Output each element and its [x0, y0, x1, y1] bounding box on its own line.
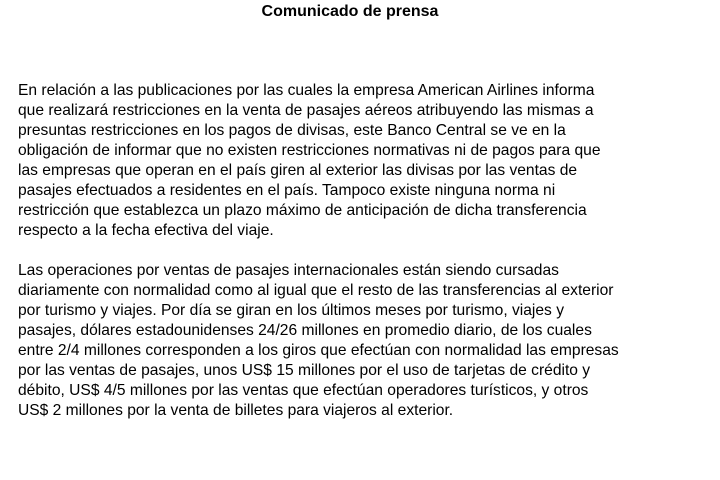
- paragraph-2: [18, 261, 694, 421]
- paragraph-line: Las operaciones por ventas de pasajes internacionales están siendo cursadas: [18, 262, 559, 279]
- paragraph-line: diariamente con normalidad como al igual que el resto de las transferencias al exterior: [18, 282, 614, 299]
- document-title: Comunicado de prensa: [261, 3, 439, 20]
- paragraph-line: débito, US$ 4/5 millones por las ventas que efectúan operadores turísticos, y otros: [18, 382, 589, 399]
- paragraph-line: las empresas que operan en el país giren al exterior las divisas por las ventas de: [18, 162, 578, 179]
- paragraph-line: pasajes efectuados a residentes en el país. Tampoco existe ninguna norma ni: [18, 182, 556, 199]
- paragraph-line: restricción que establezca un plazo máximo de anticipación de dicha transferencia: [18, 202, 587, 219]
- paragraph-line: obligación de informar que no existen restricciones normativas ni de pagos para que: [18, 142, 601, 159]
- paragraph-1: [18, 81, 694, 241]
- paragraph-line: respecto a la fecha efectiva del viaje.: [18, 222, 274, 239]
- paragraph-line: por turismo y viajes. Por día se giran en los últimos meses por turismo, viajes y: [18, 302, 564, 319]
- paragraph-line: que realizará restricciones en la venta de pasajes aéreos atribuyendo las mismas a: [18, 102, 594, 119]
- paragraph-line: presuntas restricciones en los pagos de divisas, este Banco Central se ve en la: [18, 122, 566, 139]
- paragraph-line: US$ 2 millones por la venta de billetes para viajeros al exterior.: [18, 402, 454, 419]
- paragraph-line: pasajes, dólares estadounidenses 24/26 millones en promedio diario, de los cuales: [18, 322, 592, 339]
- paragraph-line: En relación a las publicaciones por las cuales la empresa American Airlines informa: [18, 82, 595, 99]
- paragraph-line: entre 2/4 millones corresponden a los giros que efectúan con normalidad las empresas: [18, 342, 619, 359]
- paragraph-line: por las ventas de pasajes, unos US$ 15 millones por el uso de tarjetas de crédito y: [18, 362, 591, 379]
